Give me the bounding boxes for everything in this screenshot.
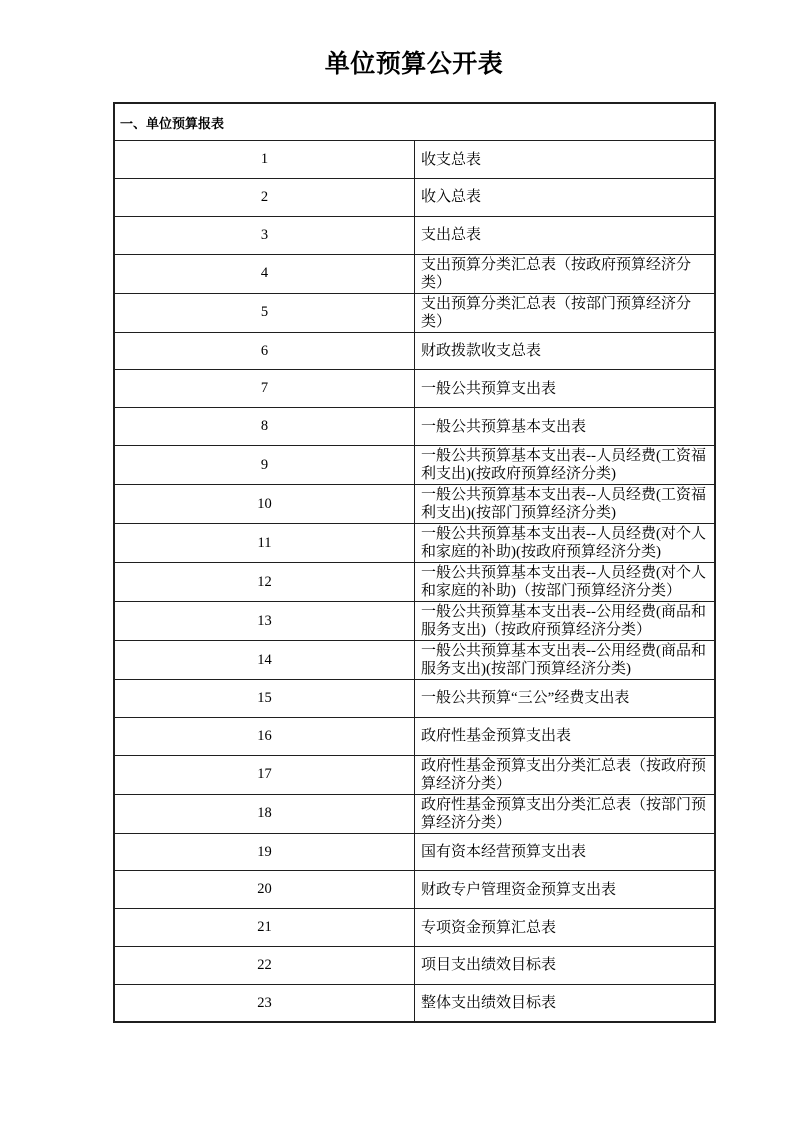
table-row [114, 563, 715, 602]
row-number: 11 [114, 524, 415, 563]
row-report-name: 政府性基金预算支出表 [415, 717, 716, 755]
row-number: 1 [114, 141, 415, 179]
row-number: 21 [114, 909, 415, 947]
row-number: 2 [114, 179, 415, 217]
row-report-name: 财政专户管理资金预算支出表 [415, 871, 716, 909]
table-row [114, 370, 715, 408]
row-report-name: 一般公共预算基本支出表--人员经费(对个人和家庭的补助)（按部门预算经济分类） [415, 563, 716, 602]
row-number: 17 [114, 755, 415, 794]
table-row [114, 293, 715, 332]
row-number: 4 [114, 254, 415, 293]
table-row [114, 485, 715, 524]
table-row [114, 332, 715, 370]
table-row [114, 254, 715, 293]
row-number: 3 [114, 216, 415, 254]
row-number: 20 [114, 871, 415, 909]
row-number: 8 [114, 408, 415, 446]
row-report-name: 政府性基金预算支出分类汇总表（按部门预算经济分类） [415, 794, 716, 833]
page-title: 单位预算公开表 [324, 51, 504, 78]
table-row [114, 179, 715, 217]
table-row [114, 680, 715, 718]
row-report-name: 一般公共预算基本支出表--公用经费(商品和服务支出)（按政府预算经济分类） [415, 602, 716, 641]
row-report-name: 项目支出绩效目标表 [415, 947, 716, 985]
table-row [114, 524, 715, 563]
table-row [114, 408, 715, 446]
budget-report-table-body [114, 103, 715, 1022]
row-number: 6 [114, 332, 415, 370]
row-number: 22 [114, 947, 415, 985]
row-report-name: 收支总表 [415, 141, 716, 179]
row-number: 18 [114, 794, 415, 833]
section-header: 一、单位预算报表 [114, 103, 715, 141]
row-report-name: 一般公共预算支出表 [415, 370, 716, 408]
row-report-name: 一般公共预算“三公”经费支出表 [415, 680, 716, 718]
row-report-name: 一般公共预算基本支出表--人员经费(工资福利支出)(按政府预算经济分类) [415, 446, 716, 485]
table-row [114, 755, 715, 794]
row-number: 15 [114, 680, 415, 718]
table-row [114, 909, 715, 947]
table-row [114, 641, 715, 680]
row-number: 14 [114, 641, 415, 680]
row-report-name: 收入总表 [415, 179, 716, 217]
row-report-name: 一般公共预算基本支出表 [415, 408, 716, 446]
row-report-name: 国有资本经营预算支出表 [415, 833, 716, 871]
table-row [114, 833, 715, 871]
row-number: 12 [114, 563, 415, 602]
row-number: 16 [114, 717, 415, 755]
row-report-name: 支出总表 [415, 216, 716, 254]
row-number: 7 [114, 370, 415, 408]
row-report-name: 支出预算分类汇总表（按政府预算经济分类） [415, 254, 716, 293]
row-report-name: 整体支出绩效目标表 [415, 984, 716, 1022]
row-number: 9 [114, 446, 415, 485]
budget-report-table [113, 102, 716, 1023]
section-header-row [114, 103, 715, 141]
row-number: 13 [114, 602, 415, 641]
row-report-name: 政府性基金预算支出分类汇总表（按政府预算经济分类） [415, 755, 716, 794]
row-report-name: 财政拨款收支总表 [415, 332, 716, 370]
table-row [114, 446, 715, 485]
row-number: 19 [114, 833, 415, 871]
row-report-name: 一般公共预算基本支出表--人员经费(对个人和家庭的补助)(按政府预算经济分类) [415, 524, 716, 563]
table-row [114, 717, 715, 755]
row-number: 23 [114, 984, 415, 1022]
row-number: 10 [114, 485, 415, 524]
table-row [114, 871, 715, 909]
row-report-name: 一般公共预算基本支出表--公用经费(商品和服务支出)(按部门预算经济分类) [415, 641, 716, 680]
table-row [114, 984, 715, 1022]
table-row [114, 602, 715, 641]
row-report-name: 专项资金预算汇总表 [415, 909, 716, 947]
row-report-name: 一般公共预算基本支出表--人员经费(工资福利支出)(按部门预算经济分类) [415, 485, 716, 524]
row-number: 5 [114, 293, 415, 332]
table-row [114, 794, 715, 833]
table-row [114, 216, 715, 254]
table-row [114, 947, 715, 985]
table-row [114, 141, 715, 179]
row-report-name: 支出预算分类汇总表（按部门预算经济分类） [415, 293, 716, 332]
